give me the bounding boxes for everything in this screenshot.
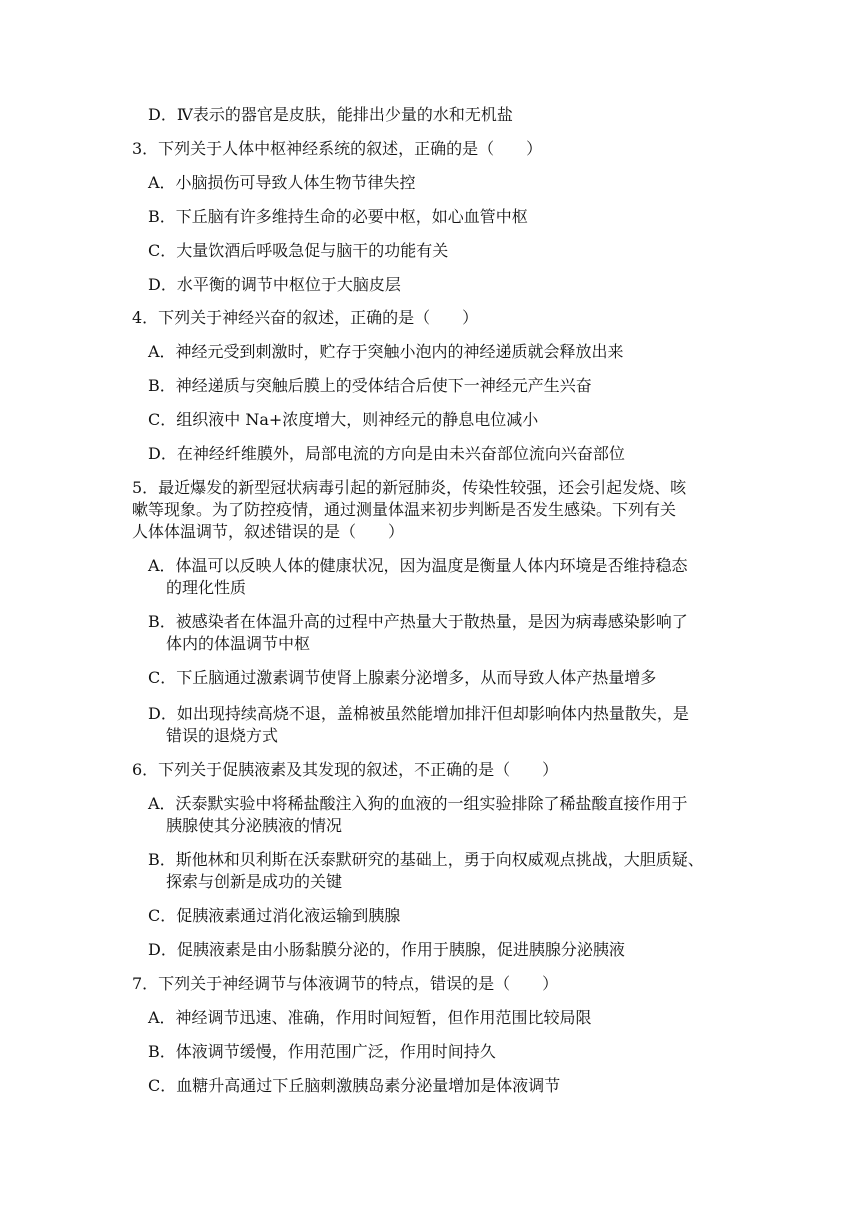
- q7-option-a: A．神经调节迅速、准确，作用时间短暂，但作用范围比较局限: [148, 1008, 592, 1027]
- q7-option-c: C．血糖升高通过下丘脑刺激胰岛素分泌量增加是体液调节: [148, 1076, 561, 1095]
- question-4-stem: 4．下列关于神经兴奋的叙述，正确的是（ ）: [132, 308, 479, 327]
- q6-option-a-line-2: 胰腺使其分泌胰液的情况: [166, 816, 343, 835]
- q3-option-a: A．小脑损伤可导致人体生物节律失控: [148, 173, 416, 192]
- question-5-stem-line-2: 嗽等现象。为了防控疫情，通过测量体温来初步判断是否发生感染。下列有关: [132, 500, 677, 519]
- q3-option-b: B．下丘脑有许多维持生命的必要中枢，如心血管中枢: [148, 207, 528, 226]
- q6-option-b-line-2: 探索与创新是成功的关键: [166, 872, 343, 891]
- q6-option-c: C．促胰液素通过消化液运输到胰腺: [148, 906, 401, 925]
- q6-option-d: D．促胰液素是由小肠黏膜分泌的，作用于胰腺，促进胰腺分泌胰液: [148, 940, 625, 959]
- q4-option-a: A．神经元受到刺激时，贮存于突触小泡内的神经递质就会释放出来: [148, 342, 624, 361]
- question-5-stem-line-1: 5．最近爆发的新型冠状病毒引起的新冠肺炎，传染性较强，还会引起发烧、咳: [132, 478, 687, 497]
- q5-option-a-line-2: 的理化性质: [166, 578, 247, 597]
- q2-option-d: D．Ⅳ表示的器官是皮肤，能排出少量的水和无机盐: [148, 105, 513, 124]
- q3-option-c: C．大量饮酒后呼吸急促与脑干的功能有关: [148, 241, 449, 260]
- q3-option-d: D．水平衡的调节中枢位于大脑皮层: [148, 275, 401, 294]
- q4-option-d: D．在神经纤维膜外，局部电流的方向是由未兴奋部位流向兴奋部位: [148, 444, 625, 463]
- q4-option-b: B．神经递质与突触后膜上的受体结合后使下一神经元产生兴奋: [148, 376, 592, 395]
- q6-option-b-line-1: B．斯他林和贝利斯在沃泰默研究的基础上，勇于向权威观点挑战，大胆质疑、: [148, 850, 704, 869]
- question-3-stem: 3．下列关于人体中枢神经系统的叙述，正确的是（ ）: [132, 139, 543, 158]
- question-6-stem: 6．下列关于促胰液素及其发现的叙述，不正确的是（ ）: [132, 760, 559, 779]
- question-5-stem-line-3: 人体体温调节，叙述错误的是（ ）: [132, 522, 405, 541]
- question-7-stem: 7．下列关于神经调节与体液调节的特点，错误的是（ ）: [132, 974, 559, 993]
- q6-option-a-line-1: A．沃泰默实验中将稀盐酸注入狗的血液的一组实验排除了稀盐酸直接作用于: [148, 794, 688, 813]
- q5-option-b-line-2: 体内的体温调节中枢: [166, 634, 311, 653]
- q4-option-c: C．组织液中 Na+浓度增大，则神经元的静息电位减小: [148, 410, 539, 429]
- q5-option-b-line-1: B．被感染者在体温升高的过程中产热量大于散热量，是因为病毒感染影响了: [148, 612, 688, 631]
- q7-option-b: B．体液调节缓慢，作用范围广泛，作用时间持久: [148, 1042, 496, 1061]
- q5-option-d-line-1: D．如出现持续高烧不退，盖棉被虽然能增加排汗但却影响体内热量散失，是: [148, 704, 689, 723]
- q5-option-a-line-1: A．体温可以反映人体的健康状况，因为温度是衡量人体内环境是否维持稳态: [148, 556, 688, 575]
- q5-option-d-line-2: 错误的退烧方式: [166, 726, 279, 745]
- q5-option-c: C．下丘脑通过激素调节使肾上腺素分泌增多，从而导致人体产热量增多: [148, 668, 657, 687]
